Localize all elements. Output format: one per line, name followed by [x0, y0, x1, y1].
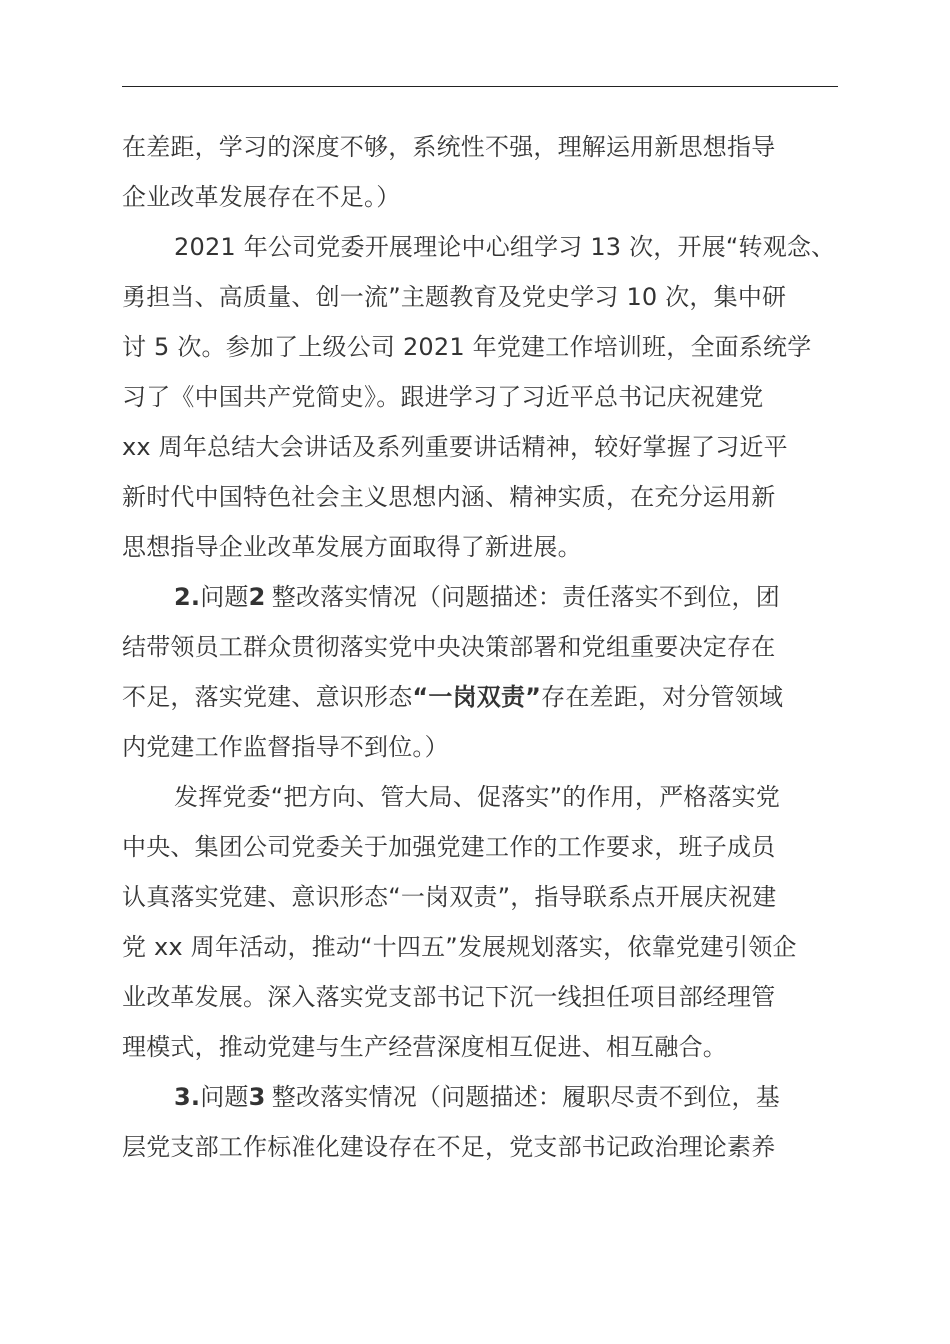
text-line: 勇担当、高质量、创一流”主题教育及党史学习 10 次，集中研 — [122, 283, 787, 311]
text-line: 中央、集团公司党委关于加强党建工作的工作要求，班子成员 — [122, 833, 776, 861]
issue-number: 3 — [248, 1083, 266, 1111]
paragraph — [122, 122, 842, 222]
paragraph — [122, 222, 842, 572]
text-line: 业改革发展。深入落实党支部书记下沉一线担任项目部经理管 — [122, 983, 776, 1011]
text-line: 在差距，学习的深度不够，系统性不强，理解运用新思想指导 — [122, 133, 776, 161]
text-line: 思想指导企业改革发展方面取得了新进展。 — [122, 533, 582, 561]
text-line: xx 周年总结大会讲话及系列重要讲话精神，较好掌握了习近平 — [122, 433, 788, 461]
text-line: 2021 年公司党委开展理论中心组学习 13 次，开展“转观念、 — [174, 233, 836, 261]
section-label: 问题 — [200, 1083, 249, 1111]
section-number: 2. — [174, 583, 201, 611]
text-line: 认真落实党建、意识形态“一岗双责”，指导联系点开展庆祝建 — [122, 883, 777, 911]
text-line: 层党支部工作标准化建设存在不足，党支部书记政治理论素养 — [122, 1133, 776, 1161]
section-label: 问题 — [200, 583, 249, 611]
text-line: 理模式，推动党建与生产经营深度相互促进、相互融合。 — [122, 1033, 727, 1061]
bold-phrase: “一岗双责” — [412, 683, 542, 711]
header-rule — [122, 86, 838, 87]
paragraph — [122, 772, 842, 1072]
text-line — [122, 672, 842, 722]
text-line: 企业改革发展存在不足。） — [122, 183, 401, 211]
text-line: 发挥党委“把方向、管大局、促落实”的作用，严格落实党 — [174, 783, 781, 811]
text-line: 习了《中国共产党简史》。跟进学习了习近平总书记庆祝建党 — [122, 383, 764, 411]
text-segment: 存在差距，对分管领域 — [541, 683, 784, 711]
text-line: 新时代中国特色社会主义思想内涵、精神实质，在充分运用新 — [122, 483, 776, 511]
section-heading-rest: 整改落实情况（问题描述：履职尽责不到位，基 — [271, 1083, 780, 1111]
text-line: 结带领员工群众贯彻落实党中央决策部署和党组重要决定存在 — [122, 633, 776, 661]
section-heading-line — [122, 1072, 842, 1122]
section-heading-line — [122, 572, 842, 622]
issue-number: 2 — [248, 583, 266, 611]
section-heading-rest: 整改落实情况（问题描述：责任落实不到位，团 — [271, 583, 780, 611]
section-issue-2 — [122, 572, 842, 772]
section-issue-3 — [122, 1072, 842, 1172]
text-line: 讨 5 次。参加了上级公司 2021 年党建工作培训班，全面系统学 — [122, 333, 812, 361]
section-number: 3. — [174, 1083, 201, 1111]
text-line: 内党建工作监督指导不到位。） — [122, 733, 449, 761]
text-line: 党 xx 周年活动，推动“十四五”发展规划落实，依靠党建引领企 — [122, 933, 797, 961]
text-segment: 不足，落实党建、意识形态 — [122, 683, 413, 711]
document-body — [122, 122, 842, 1172]
